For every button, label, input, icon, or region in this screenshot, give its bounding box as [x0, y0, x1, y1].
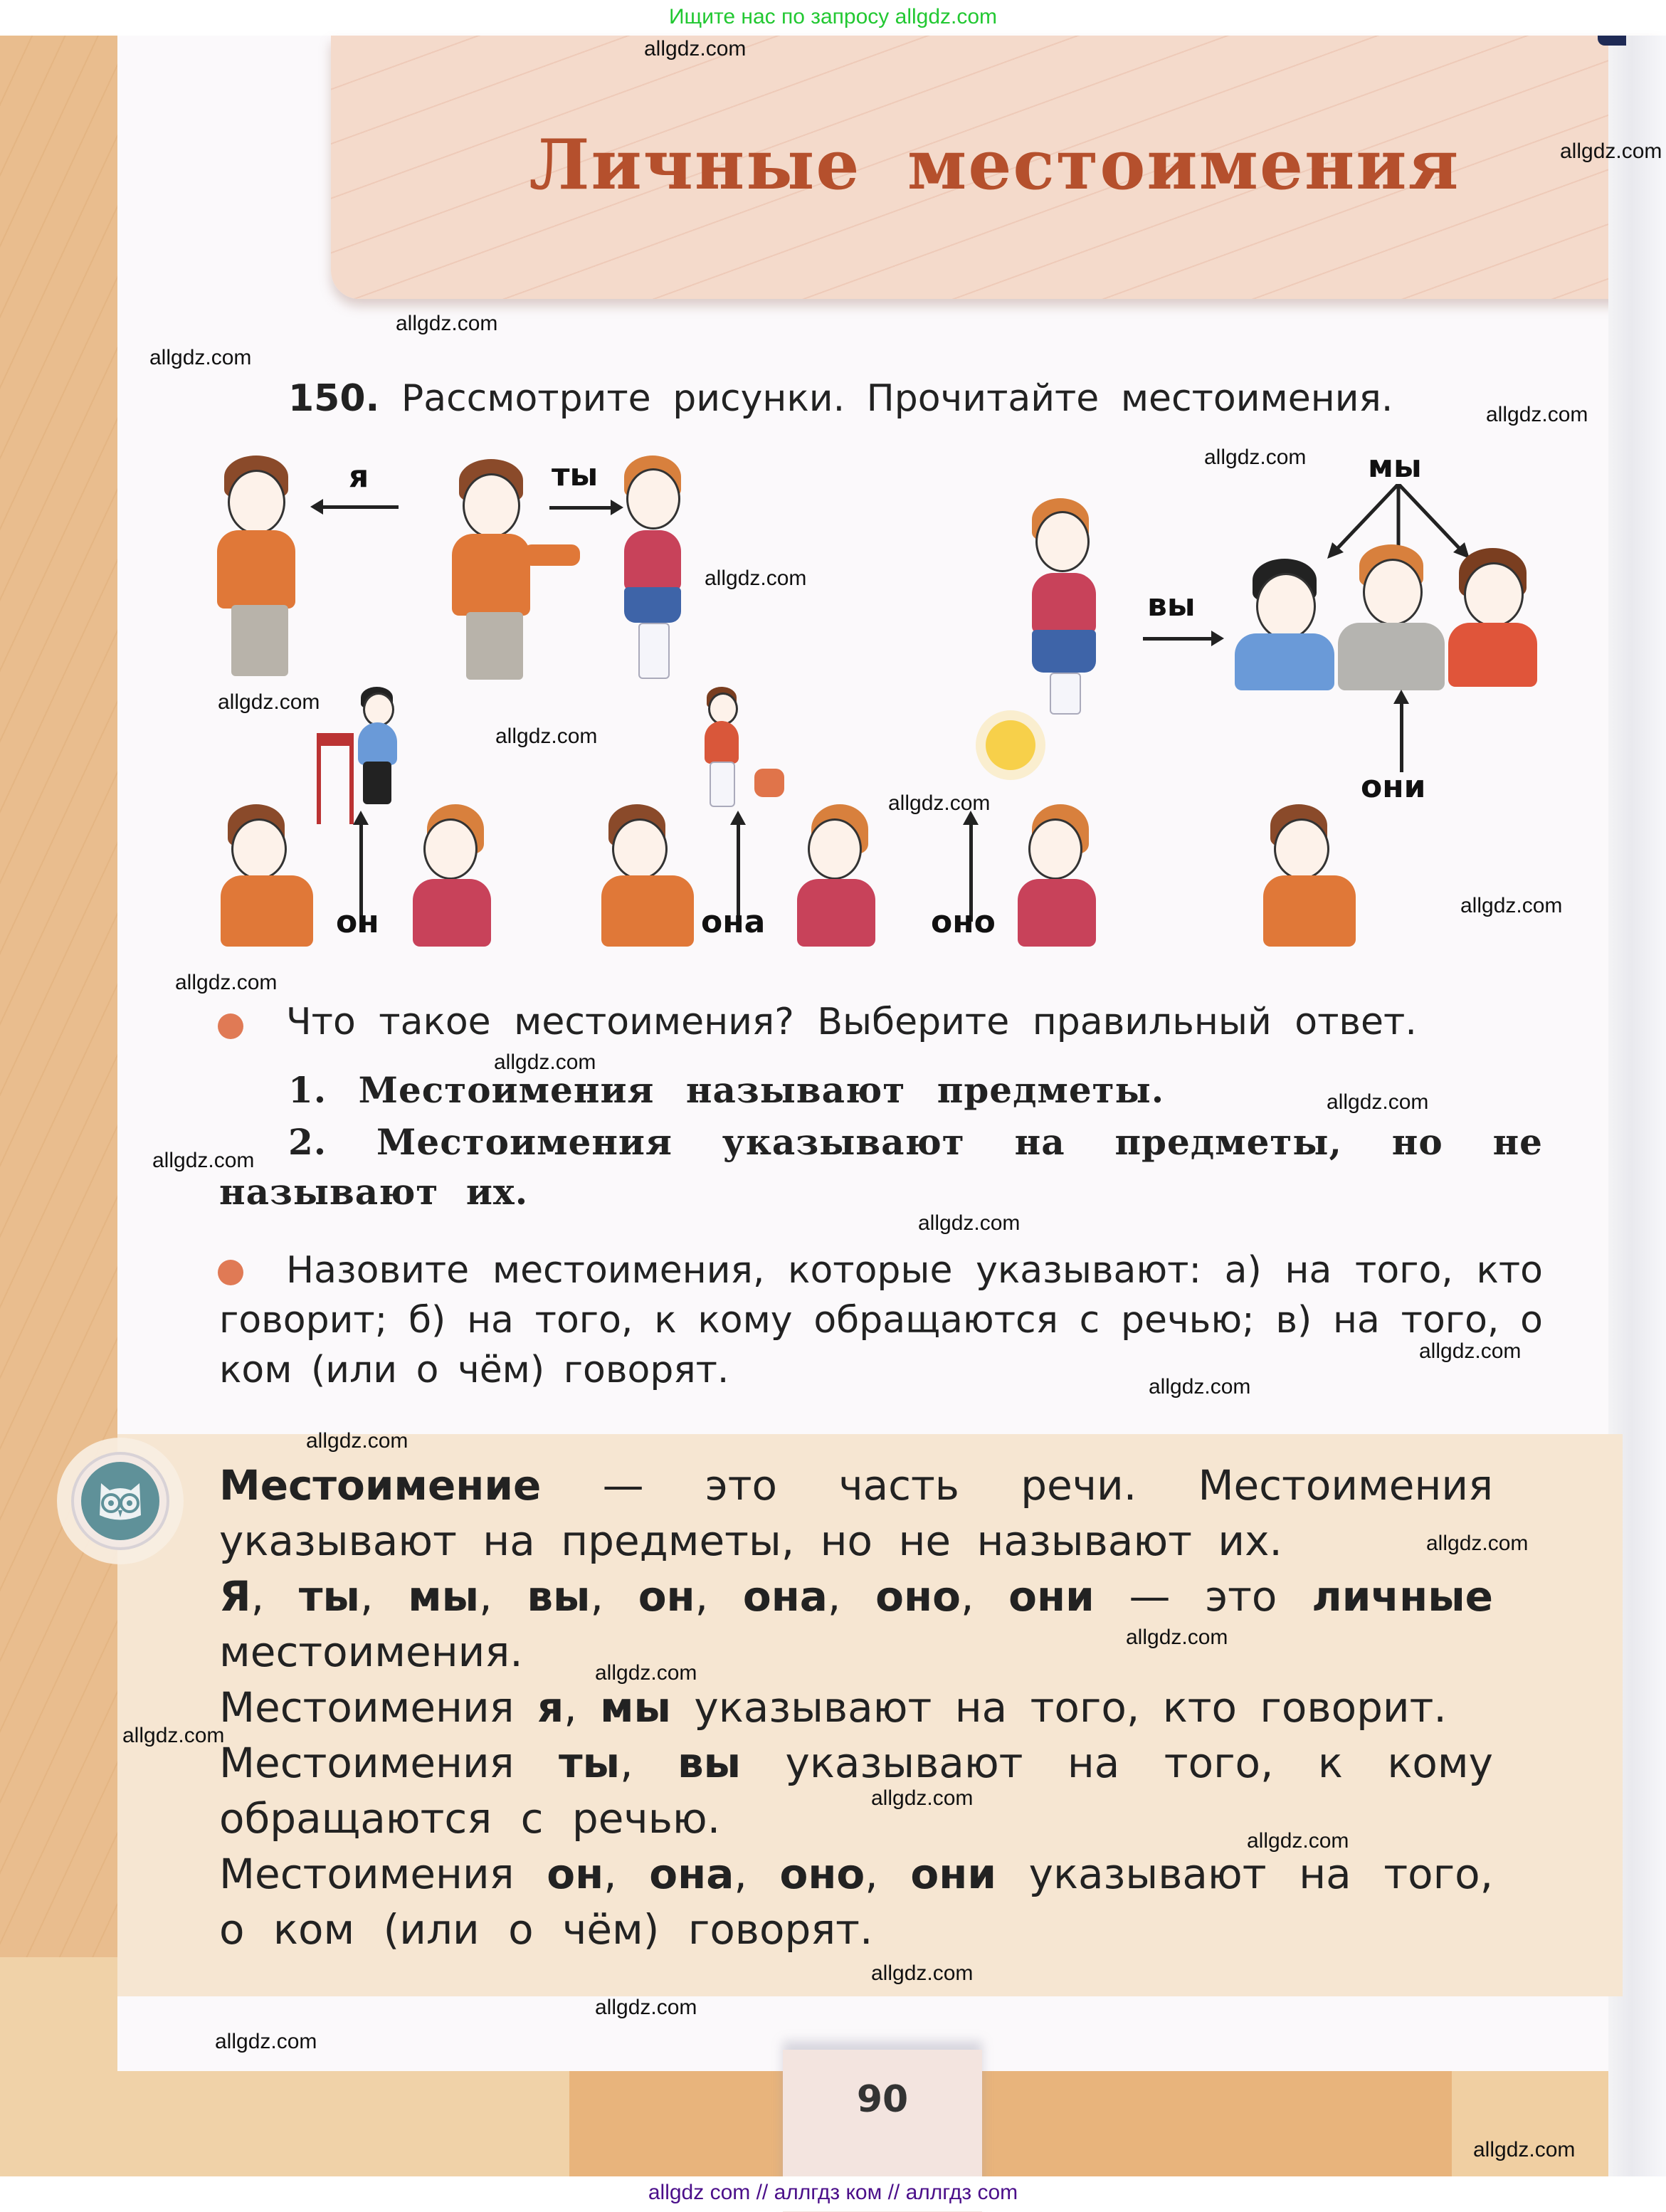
watermark-text: allgdz.com: [1473, 2138, 1576, 2161]
rule-text: Местоимения: [219, 1683, 537, 1732]
boy-pointing-oni: [1263, 804, 1370, 947]
watermark-text: allgdz.com: [1560, 139, 1662, 163]
watermark-text: allgdz.com: [888, 791, 991, 815]
watermark-text: allgdz.com: [1149, 1375, 1251, 1399]
boy-pointing-on: [221, 804, 327, 947]
bottom-banner[interactable]: allgdz com // аллгдз ком // аллгдз com: [0, 2176, 1666, 2211]
label-ono: оно: [931, 904, 996, 940]
rule-first-person: Местоимения я, мы указывают на того, кто говорит.: [219, 1683, 1447, 1732]
girl-figure-group-3: [1448, 548, 1541, 683]
girl-figure-ona: [701, 687, 744, 808]
watermark-text: allgdz.com: [152, 1149, 255, 1172]
rule-text: указывают на того, к кому обращаются с речью.: [219, 1739, 1493, 1843]
watermark-text: allgdz.com: [1204, 446, 1307, 469]
top-banner[interactable]: Ищите нас по запросу allgdz.com: [668, 5, 998, 28]
pronoun-ya: я: [537, 1683, 564, 1732]
pronoun-oni: они: [910, 1850, 996, 1898]
watermark-text: allgdz.com: [918, 1211, 1021, 1235]
watermark-text: allgdz.com: [495, 725, 598, 748]
watermark-text: allgdz.com: [644, 37, 747, 60]
rule-definition-text: — это часть речи. Местоимения указывают на предметы, но не называют их.: [219, 1461, 1493, 1565]
watermark-text: allgdz.com: [1126, 1626, 1228, 1649]
pronoun-ty: ты: [558, 1739, 621, 1787]
sun-icon: [986, 720, 1035, 770]
arrow-ya-icon: [320, 505, 399, 509]
answer-option-1[interactable]: 1. Местоимения называют предметы.: [288, 1069, 1165, 1111]
rule-second-person: Местоимения ты, вы указывают на того, к кому обращаются с речью.: [219, 1739, 1493, 1843]
watermark-text: allgdz.com: [306, 1429, 408, 1453]
arrow-vy-icon: [1143, 637, 1214, 641]
arrow-oni-icon: [1400, 701, 1403, 772]
watermark-text: allgdz.com: [1327, 1090, 1429, 1114]
owl-icon: [81, 1462, 159, 1540]
watermark-text: allgdz.com: [1419, 1339, 1522, 1363]
girl-pointing-ono: [1011, 804, 1103, 947]
man-figure-on: [352, 687, 402, 808]
rule-term: Местоимение: [219, 1461, 542, 1510]
watermark-text: allgdz.com: [1247, 1829, 1349, 1853]
watermark-text: allgdz.com: [218, 690, 320, 714]
girl-pointing-ona: [790, 804, 882, 947]
label-my: мы: [1368, 448, 1422, 485]
pronoun-ty: ты: [298, 1572, 360, 1621]
label-oni: они: [1361, 769, 1426, 805]
girl-figure-ty: [621, 455, 692, 676]
watermark-text: allgdz.com: [871, 1961, 974, 1985]
rule-text: Местоимения: [219, 1850, 547, 1898]
pronoun-oni: они: [1008, 1572, 1095, 1621]
page-number: 90: [856, 2078, 909, 2121]
bullet-icon: [218, 1013, 243, 1039]
watermark-text: allgdz.com: [175, 971, 278, 994]
rule-text: — это: [1094, 1572, 1312, 1621]
pronoun-ona: она: [742, 1572, 828, 1621]
pronoun-ya: Я: [219, 1572, 251, 1621]
pronoun-vy: вы: [527, 1572, 591, 1621]
rule-text: местоимения.: [219, 1628, 523, 1676]
rule-personal-pronouns: Я, ты, мы, вы, он, она, оно, они — это личные местоимения.: [219, 1572, 1494, 1676]
question-1: Что такое местоимения? Выберите правильный ответ.: [286, 1001, 1417, 1043]
watermark-text: allgdz.com: [149, 346, 252, 369]
label-vy: вы: [1147, 587, 1196, 623]
pronoun-vy: вы: [677, 1739, 742, 1787]
watermark-text: allgdz.com: [595, 1661, 697, 1685]
watermark-text: allgdz.com: [1426, 1532, 1529, 1555]
watermark-text: allgdz.com: [595, 1996, 697, 2019]
label-ona: она: [701, 904, 766, 940]
rule-term-personal: личные: [1312, 1572, 1494, 1621]
owl-badge: [71, 1452, 169, 1550]
pronoun-ono: оно: [779, 1850, 865, 1898]
label-on: он: [336, 904, 379, 940]
arrow-ty-icon: [549, 506, 613, 510]
girl-pointing-on: [406, 804, 498, 947]
rule-text: указывают на того, кто говорит.: [670, 1683, 1447, 1732]
rule-third-person: Местоимения он, она, оно, они указывают на того, о ком (или о чём) говорят.: [219, 1850, 1494, 1954]
watermark-text: allgdz.com: [396, 312, 498, 335]
rule-text: Местоимения: [219, 1739, 559, 1787]
rule-definition: [219, 1458, 1493, 1569]
watermark-text: allgdz.com: [494, 1050, 596, 1074]
girl-figure-vy: [989, 498, 1139, 712]
pronoun-illustrations: [0, 0, 1666, 996]
boy-figure-ty: [445, 459, 552, 680]
watermark-text: allgdz.com: [122, 1724, 225, 1747]
watermark-text: allgdz.com: [705, 567, 807, 590]
pronoun-my: мы: [408, 1572, 480, 1621]
watermark-text: allgdz.com: [215, 2030, 317, 2053]
label-ty: ты: [552, 457, 599, 493]
rule-text: указывают на того, о ком (или о чём) говорят.: [219, 1850, 1494, 1954]
pronoun-on: он: [547, 1850, 604, 1898]
exercise-number: 150.: [288, 377, 380, 420]
pronoun-ona: она: [649, 1850, 734, 1898]
page-title: Личные местоимения: [529, 125, 1460, 205]
pronoun-my: мы: [600, 1683, 671, 1732]
question-2: Назовите местоимения, которые указывают: а) на того, кто говорит; б) на того, к кому обращаются с речью; в) на того, о ком (или о чём) говорят.: [219, 1249, 1543, 1391]
exercise-instruction: Рассмотрите рисунки. Прочитайте местоимения.: [401, 377, 1393, 420]
boy-pointing-ona: [601, 804, 708, 947]
watermark-text: allgdz.com: [1460, 894, 1563, 917]
watermark-text: allgdz.com: [1486, 403, 1588, 426]
watermark-text: allgdz.com: [871, 1786, 974, 1810]
pronoun-ono: оно: [875, 1572, 961, 1621]
boy-figure-group-2: [1338, 544, 1445, 690]
boy-figure-ya: [217, 455, 310, 676]
watering-can-icon: [754, 769, 784, 797]
answer-option-2[interactable]: 2. Местоимения указывают на предметы, но не называют их.: [219, 1121, 1543, 1213]
pronoun-on: он: [638, 1572, 695, 1621]
label-ya: я: [349, 458, 369, 495]
boy-figure-group-1: [1235, 559, 1334, 687]
